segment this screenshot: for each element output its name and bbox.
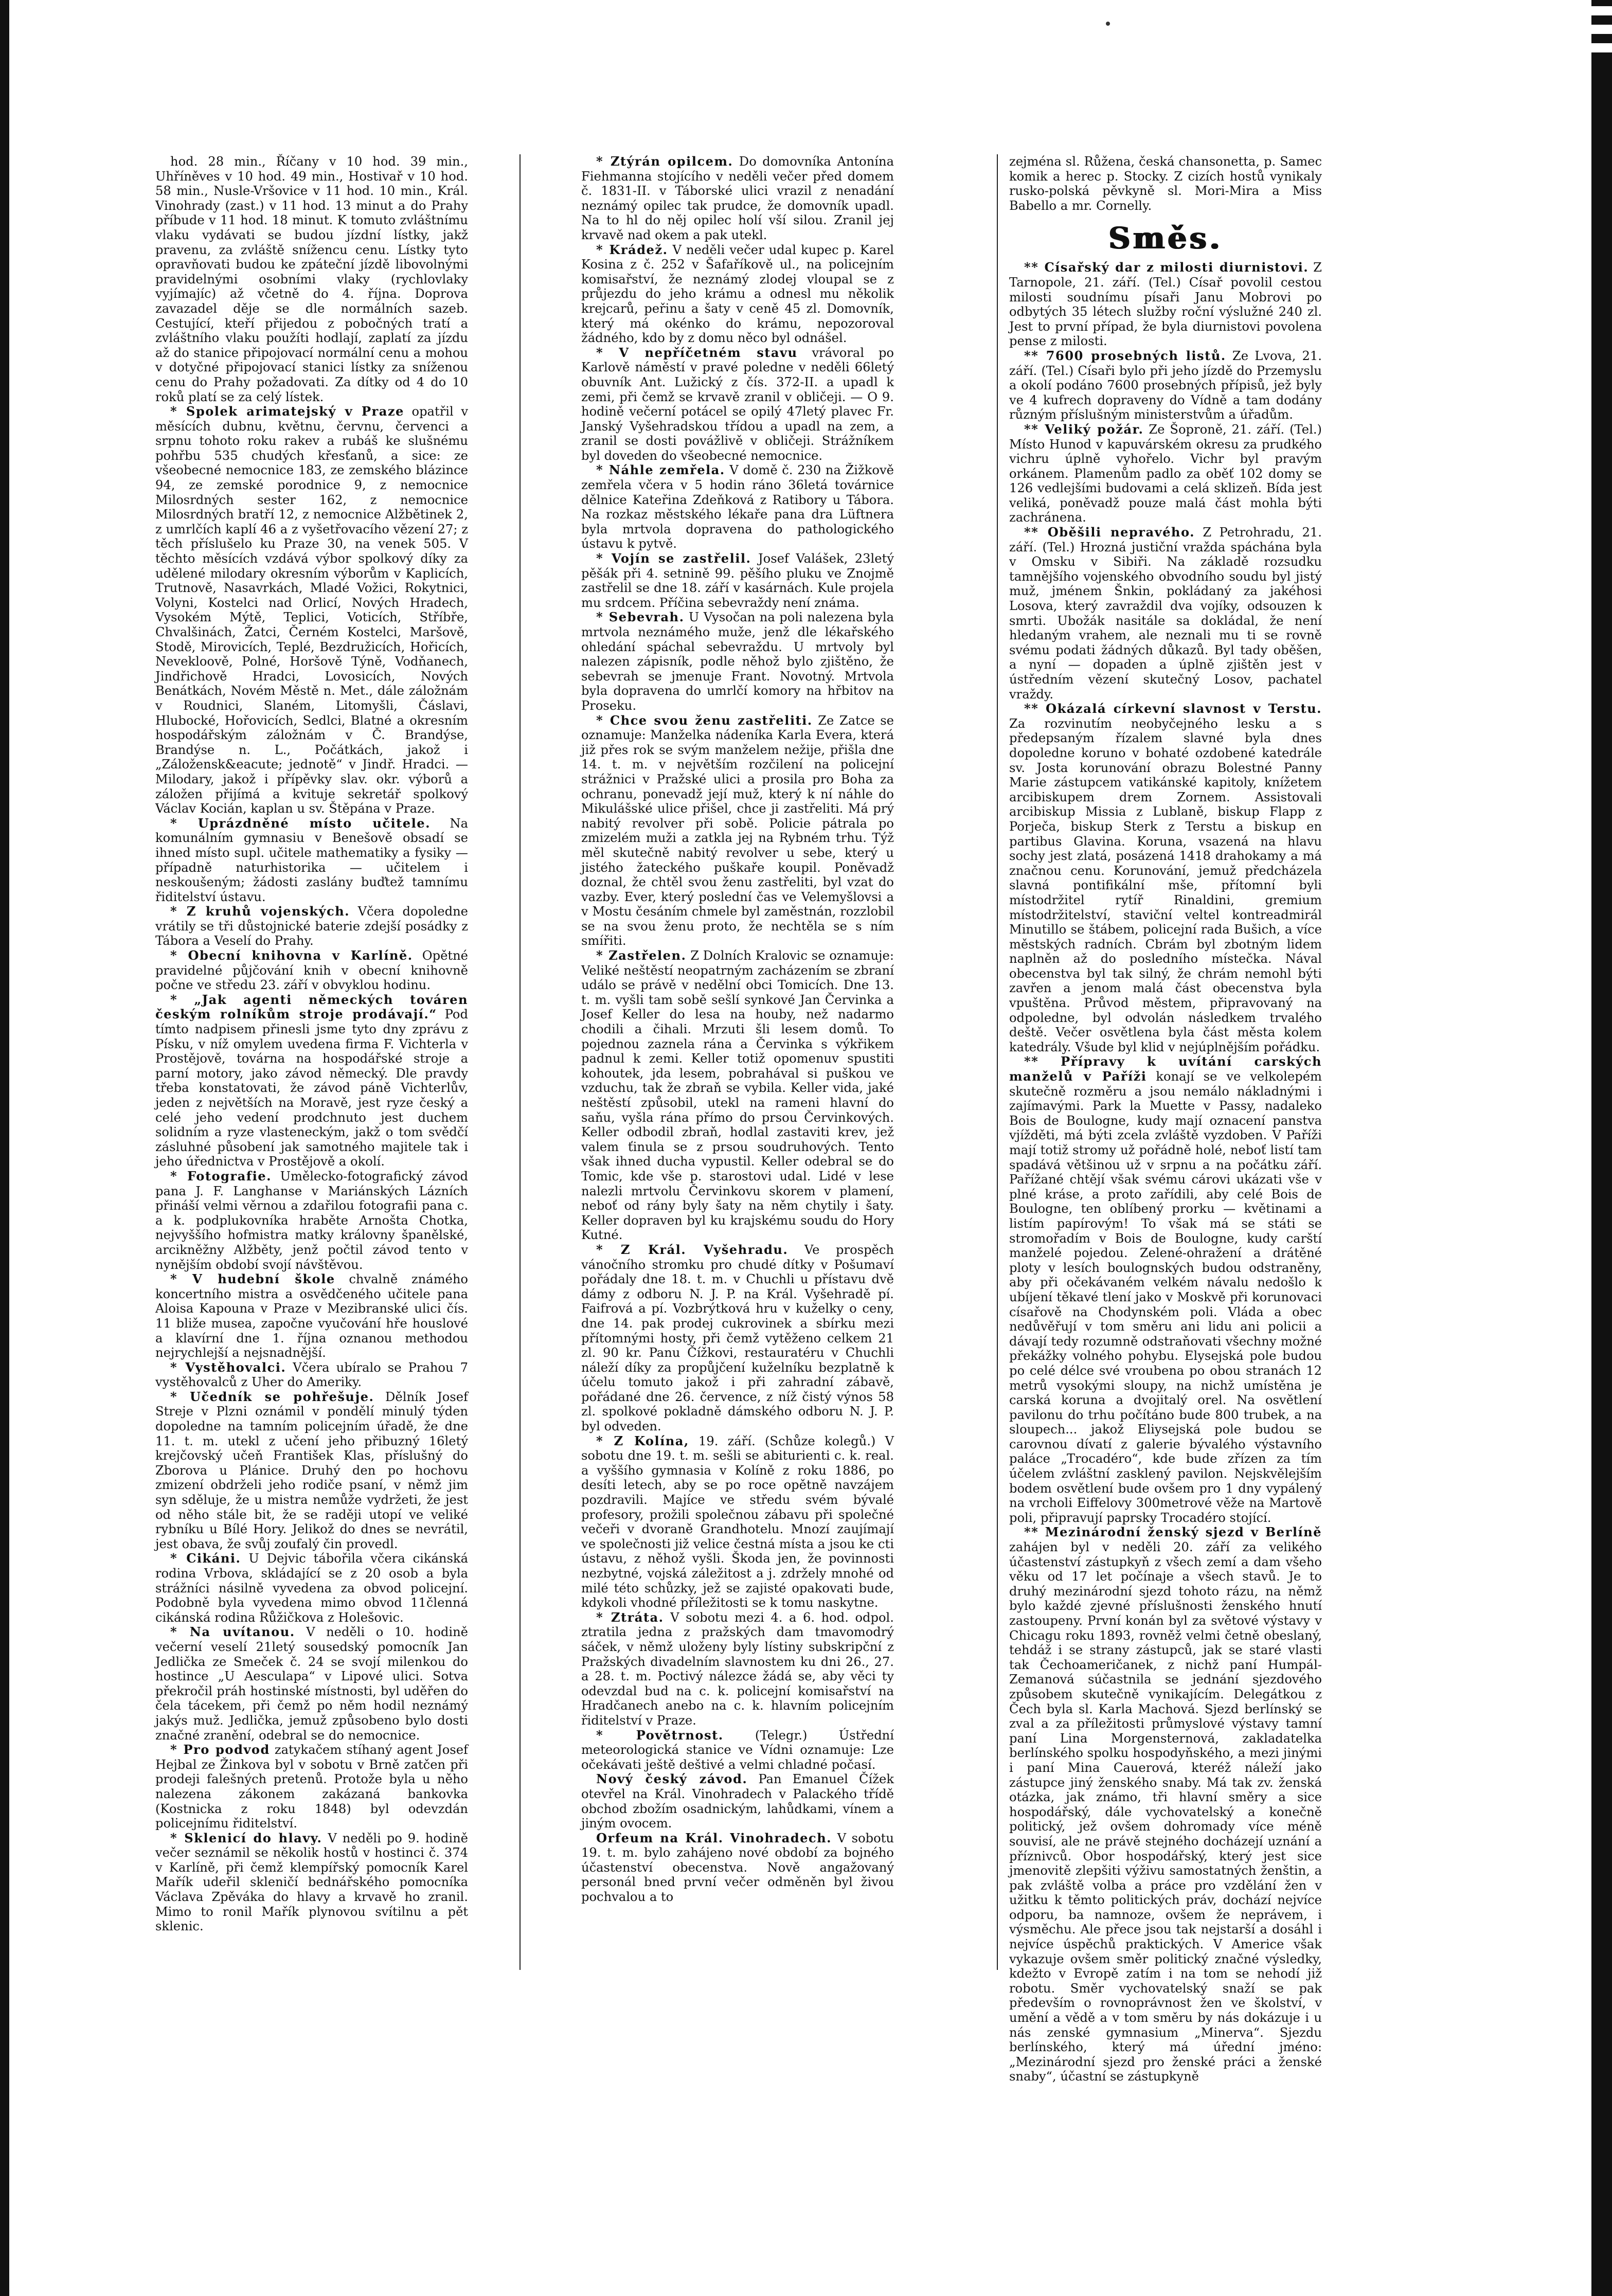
news-item-heading: * Pro podvod: [170, 1742, 270, 1757]
news-item: [155, 948, 468, 993]
news-item: [581, 463, 894, 551]
news-item-heading: * Uprázdněné místo učitele.: [170, 815, 431, 831]
news-item: [581, 243, 894, 346]
news-item-heading: * Spolek arimatejský v Praze: [170, 404, 404, 419]
film-notch: [1591, 25, 1612, 34]
news-item: [1009, 422, 1322, 525]
news-item-text: Josef Valášek, 23letý pěšák při 4. setnině 99. pěšího pluku ve Znojmě zastřelil se dne 18. září v kasárnách. Kule projela mu srdcem. Příčina sebevraždy není známa.: [581, 551, 894, 610]
film-notch: [1591, 43, 1612, 52]
news-item: [581, 713, 894, 949]
news-item-heading: * Ztýrán opilcem.: [596, 154, 733, 169]
news-item-text: U Vysočan na poli nalezena byla mrtvola neznámého muže, jenž dle lékařského ohledání spáchal sebevraždu. U mrtvoly byl nalezen zápisník, podle něhož bylo zjištěno, že sebevrah se jmenuje Frant. Novotný. Mrtvola byla dopravena do umrlčí komory na hřbitov na Proseku.: [581, 610, 894, 713]
news-item: [581, 948, 894, 1243]
news-item-text: Včera ubíralo se Prahou 7 vystěhovalců z Uher do Ameriky.: [155, 1360, 468, 1390]
news-item-text: Za rozvinutím neobyčejného lesku a s předepsaným řízalem slavné byla dnes dopoledne koruno v bohaté ozdobené katedrále sv. Josta korunování obrazu Bolestné Panny Marie zástupcem vatikánské kapitoly, knížetem arcibiskupem drem Zornem. Assistovali arcibiskup Missia z Lublaně, biskup Flapp z Porječa, biskup Sterk z Terstu a biskup en partibus Glavina. Koruna, vsazená na hlavu sochy jest zlatá, posázená 1418 drahokamy a má značnou cenu. Korunování, jemuž předcházela slavná pontifikální mše, přítomní byli místodržitel rytíř Rinaldini, gremium místodržitelství, staviční veltel kontreadmirál Minutillo se štábem, policejní rada Bušich, a více městských radních. Cbrám byl zbotným lidem naplněn až do posledního místečka. Nával obecenstva byl tak silný, že chrám nemohl býti zavřen a jenom malá část obecenstva byla vpuštěna. Průvod městem, připravovaný na odpoledne, byl odvolán následkem trvalého deště. Večer osvětlena byla část města kolem katedrály. Všude byl klid v nejúplnějším pořádku.: [1009, 716, 1322, 1054]
news-item: [155, 1743, 468, 1831]
news-item: [581, 346, 894, 463]
news-item: [155, 1272, 468, 1360]
news-item-text: Pan Emanuel Čížek otevřel na Král. Vinohradech v Palackého třídě obchod zbožím osadnickým, lahůdkami, vínem a jiným ovocem.: [581, 1772, 894, 1831]
news-item-heading: * Náhle zemřela.: [596, 462, 725, 478]
news-item-text: Na komunálním gymnasiu v Benešově obsadí se ihned místo supl. učitele mathematiky a fysiky — případně naturhistorika — učitelem i neskoušeným; žádosti zaslány buďtež tamnímu řiditelství ústavu.: [155, 816, 468, 904]
news-item-heading: * Vojín se zastřelil.: [596, 551, 751, 566]
news-item-heading: ** Přípravy k uvítání carských manželů v Paříži: [1009, 1054, 1322, 1084]
news-item-heading: * Z Král. Vyšehradu.: [596, 1242, 789, 1257]
news-item-heading: Orfeum na Král. Vinohradech.: [596, 1830, 832, 1845]
news-item-heading: * Fotografie.: [170, 1168, 272, 1183]
news-item-text: hod. 28 min., Říčany v 10 hod. 39 min., Uhříněves v 10 hod. 49 min., Hostivař v 10 hod. 58 min., Nusle-Vršovice v 11 hod. 10 min., Král. Vinohrady (zast.) v 11 hod. 13 minut a do Prahy příbude v 11 hod. 18 minut. K tomuto zvláštnímu vlaku vydávati se budou jízdní lístky, jakž pravenu, za zvláště snížencu cenu. Lístky tyto opravňovati budou ke zpáteční jízdě libovolnými pravidelnými osobními vlaky (rychlovlaky vyjímajíc) až včetně do 4. října. Doprova zavazadel děje se dle normálních sazeb. Cestující, kteří přijedou z pobočných tratí a zvláštního vlaku použíti hodlají, zaplatí za jízdu až do stanice připojovací normální cenu a mohou v dotyčné připojovací stanici lístky za sníženou cenu do Prahy požadovati. Za dítky od 4 do 10 roků platí se za celý lístek.: [155, 154, 468, 404]
news-item: [581, 610, 894, 713]
news-item-text: V sobotu mezi 4. a 6. hod. odpol. ztratila jedna z pražských dam tmavomodrý sáček, v němž uloženy byly lístiny subskripční z Pražských divadelním slavnostem ku dni 26., 27. a 28. t. m. Poctivý nálezce žádá se, aby věci ty odevzdal bud na c. k. policejní komisařství na Hradčanech anebo na c. k. hlavním policejním řiditelství v Praze.: [581, 1610, 894, 1728]
news-item-heading: * Na uvítanou.: [170, 1624, 295, 1640]
news-item-heading: * Z kruhů vojenských.: [170, 904, 350, 919]
news-column-3: [1009, 154, 1322, 2084]
news-item-text: Ze Zatce se oznamuje: Manželka nádeníka Karla Evera, která již přes rok se svým manželem nežije, přišla dne 14. t. m. v největším rozčilení na policejní strážnici v Pražské ulici a prosila pro Boha za ochranu, ponevadž její muž, který k ní náhle do Mikulášské ulice přišel, chce ji zastřeliti. Má prý nabitý revolver při sobě. Policie pátrala po zmizelém muži a zatkla jej na Rybném trhu. Týž měl skutečně nabitý revolver u sebe, který u jistého žateckého puškaře koupil. Poněvadž doznal, že chtěl svou ženu zastřeliti, byl vzat do vazby. Ever, který poslední čas ve Velemyšlovsi a v Mostu česáním chmele byl zaměstnán, rozzlobil se na svou ženu proto, že nechtěla se s ním smířiti.: [581, 713, 894, 948]
news-item: [1009, 260, 1322, 349]
news-item-text: V domě č. 230 na Žižkově zemřela včera v 5 hodin ráno 36letá továrnice dělnice Kateřina Zdeňková z Ratibory u Tábora. Na rozkaz městského lékaře pana dra Lüftnera byla mrtvola dopravena do pathologického ústavu k pytvě.: [581, 463, 894, 551]
news-item-text: (Telegr.) Ústřední meteorologická stanice ve Vídni oznamuje: Lze očekávati ještě deštivé a velmi chladné počasí.: [581, 1728, 894, 1772]
news-item-heading: * Povětrnost.: [596, 1727, 724, 1743]
news-item: [155, 816, 468, 905]
news-item: [155, 1625, 468, 1743]
news-item: [155, 404, 468, 816]
news-item: [1009, 1525, 1322, 2084]
news-item-text: Umělecko-fotografický závod pana J. F. Langhanse v Mariánských Lázních přináší velmi věrnou a zdařilou fotografii pana c. a k. podplukovníka hraběte Arnošta Chotka, nejvyššího hofmistra matky královny španělské, arcikněžny Alžběty, jenž počtil závod tento v nynějším období svojí návštěvou.: [155, 1169, 468, 1272]
news-item-text: chvalně známého koncertního mistra a osvědčeného učitele pana Aloisa Kapouna v Praze v Mezibranské ulici čís. 11 bliže musea, započne vyučování hře houslové a klavírní dne 1. října oznanou methodou nejrychlejší a nejsnadnější.: [155, 1272, 468, 1360]
news-item-heading: ** Okázalá církevní slavnost v Terstu.: [1024, 701, 1322, 716]
news-item-heading: ** Oběšili nepravého.: [1024, 525, 1195, 540]
news-item-heading: * Sebevrah.: [596, 609, 685, 625]
column-3-intro: zejména sl. Růžena, česká chansonetta, p. Samec komik a herec p. Stocky. Z cizích hostů vynikaly rusko-polská pěvkyně sl. Mori-Mira a Miss Babello a mr. Cornelly.: [1009, 154, 1322, 213]
news-item: [581, 1434, 894, 1610]
news-item: [581, 154, 894, 243]
news-item-text: Ze Lvova, 21. září. (Tel.) Císaři bylo při jeho jízdě do Przemyslu a okolí podáno 7600 prosebných přípisů, jež byly ve 4 kufrech dopraveny do Vídně a tam dodány různým příslušným ministerstvům a úřadům.: [1009, 348, 1322, 422]
news-item: [155, 1390, 468, 1552]
news-item-text: Ve prospěch vánočního stromku pro chudé dítky v Pošumaví pořádaly dne 18. t. m. v Chuchli u přístavu dvě dámy z odboru N. J. P. na Král. Vyšehradě pí. Faifrová a pí. Vozbrýtková hru v kuželky o ceny, dne 14. pak prodej cukrovinek a sbírku mezi přítomnými hosty, při čemž vytěženo celkem 21 zl. 90 kr. Panu Čížkovi, restauratéru v Chuchli náleží díky za propůjčení kuželníku bezplatně k účelu tomuto jakož i při zahradní zábavě, pořádané dne 26. července, z níž čistý výnos 58 zl. spolkové pokladně dámského odboru N. J. P. byl odveden.: [581, 1242, 894, 1434]
news-item-text: V neděli po 9. hodině večer seznámil se několik hostů v hostinci č. 374 v Karlíně, při čemž klempířský pomocník Karel Mařík udeřil skleničí bednářského pomocníka Václava Zpěváka do hlavy a krvavě ho zranil. Mimo to ronil Mařík plynovou svítilnu a pět sklenic.: [155, 1831, 468, 1934]
news-item-heading: * Z Kolína,: [596, 1433, 689, 1448]
news-item-text: U Dejvic tábořila včera cikánská rodina Vrbova, skládající se z 20 osob a byla strážníci násilně vyvedena za obvod policejní. Podobně byla vyvedena mimo obvod 11členná cikánská rodina Růžičkova z Holešovic.: [155, 1551, 468, 1625]
news-item: [155, 1551, 468, 1625]
news-item: [155, 1831, 468, 1934]
news-item: [155, 1360, 468, 1390]
news-item: [155, 1169, 468, 1272]
news-item: [581, 1831, 894, 1905]
column-rule: [997, 154, 998, 1970]
news-item-heading: * Ztráta.: [596, 1609, 664, 1625]
news-item: [155, 154, 468, 404]
news-item-text: Z Tarnopole, 21. září. (Tel.) Císař povolil cestou milosti soudnímu písaři Janu Mobrovi po odbytých 35 létech služby roční výslužné 240 zl. Jest to první případ, že byla diurnistovi povolena pense z milosti.: [1009, 260, 1322, 349]
scan-border-left: [0, 0, 9, 2296]
news-item-heading: * Učedník se pohřešuje.: [170, 1389, 374, 1404]
news-item: [1009, 349, 1322, 422]
news-item-heading: * Chce svou ženu zastřeliti.: [596, 712, 813, 728]
news-item-heading: ** Mezinárodní ženský sjezd v Berlíně: [1024, 1524, 1322, 1540]
news-item-text: Ze Šoproně, 21. září. (Tel.) Místo Hunod v kapuvárském okresu za prudkého vichru úplně vyhořelo. Vichr byl pravým orkánem. Plamenům padlo za oběť 102 domy se 126 vedlejšími budovami a celá sklizeň. Bída jest veliká, poněvadž pouze malá část mohla býti zachránena.: [1009, 422, 1322, 525]
news-item-heading: ** Císařský dar z milosti diurnistovi.: [1024, 260, 1309, 275]
news-item-text: Dělník Josef Streje v Plzni oznámil v pondělí minulý týden dopoledne na tamním policejním úřadě, že dne 11. t. m. utekl z učení jeho přibuzný 16letý krejčovský učeň František Klas, příslušný do Zborova u Plánice. Druhý den po hochovu zmizení obdrželi jeho rodiče psaní, v němž jim syn sděluje, že u mistra nemůže vydržeti, že jest od něho stále bit, že se raději utopí ve veliké rybníku u Bílé Hory. Jelikož do dnes se nevrátil, jest obava, že svůj zoufalý čin provedl.: [155, 1389, 468, 1551]
news-item: [1009, 525, 1322, 702]
scan-border-right: [1591, 0, 1612, 2296]
news-item-heading: * Vystěhovalci.: [170, 1359, 286, 1375]
news-item-text: Pod tímto nadpisem přinesli jsme tyto dny zprávu z Písku, v níž omylem uvedena firma F. Vichterla v Prostějově, továrna na hospodářské stroje a parní motory, jako závod německý. Dle pravdy třeba konstatovati, že závod páně Vichterlův, jeden z největších na Moravě, jest ryze český a celé jeho vedení prodchnuto jest duchem solidním a ryze vlasteneckým, jakž o tom svědčí zásluhné působení jak samotného majitele tak i jeho úřednictva v Prostějově a okolí.: [155, 1007, 468, 1169]
news-item: [1009, 1054, 1322, 1525]
news-item-heading: Nový český závod.: [596, 1771, 748, 1787]
news-item-heading: * Zastřelen.: [596, 948, 687, 963]
news-item: [581, 1610, 894, 1728]
news-item-heading: * „Jak agenti německých továren českým rolníkům stroje prodávají.“: [155, 992, 468, 1022]
news-item: [581, 551, 894, 610]
news-item-text: Opětné pravidelné půjčování knih v obecní knihovně počne ve středu 23. září v obvyklou hodinu.: [155, 948, 468, 993]
news-item-heading: * Cikáni.: [170, 1551, 241, 1566]
news-item-heading: * Sklenicí do hlavy.: [170, 1830, 323, 1845]
scan-speck: [1106, 22, 1110, 26]
news-item: [581, 1243, 894, 1434]
news-item-heading: * Krádež.: [596, 242, 668, 257]
news-item-text: konají se ve velkolepém skutečně rozměru a jsou nemálo nákladnými i zajímavými. Park la Muette v Passy, nadaleko Bois de Boulogne, kudy mají oznacení panstva vjížděti, má býti zcela zvláště vyzdoben. V Paříži mají totiž stromy už pořádně holé, neboť listí tam spadává většinou už v srpnu a na počátku září. Pařížané chtějí však svému cárovi ukázati vše v plné kráse, a proto zařídili, aby celé Bois de Boulogne, ten oblíbený prorku — květinami a listím papírovým! To však má se státi se stromořadím v Bois de Boulogne, kudy carští manželé pojedou. Zelené-ohražení a drátěné ploty v lesích boulognských budou odstraněny, aby při očekávaném velkém návalu nedošlo k ubíjení těkavé tlení jako v Moskvě při korunovaci císařově na Chodynském poli. Vláda a obec nedůvěřují v tom směru ani lidu ani policii a dávají tedy rozumně odstraňovati všechny možné překážky volného pohybu. Elysejská pole budou po celé délce své vroubena po obou stranách 12 metrů vysokými sloupy, na nichž umístěna je carská koruna a dvojitalý orel. Na osvětlení pavilonu do trhu počítáno bude 800 trubek, a na sloupech... jakož Eliysejská pole budou se carovnou dívatí z galerie bývalého výstavního paláce „Trocadéro“, kde bude zřízen za tím účelem zvláštní zasklený pavilon. Nejskvělejším bodem osvětlení bude ovšem pro 1 dny vypálený na vrcholi Eiffelovy 300metrové věže na Martově poli, připravují paprsky Trocadéro stojící.: [1009, 1069, 1322, 1525]
news-column-2: [581, 154, 894, 2026]
news-item-heading: ** 7600 prosebných listů.: [1024, 348, 1226, 363]
news-item: [155, 904, 468, 948]
news-item-text: 19. září. (Schůze kolegů.) V sobotu dne 19. t. m. sešli se abiturienti c. k. real. a vyššího gymnasia v Kolíně z roku 1886, po desíti letech, aby se po roce opětně navzájem pozdravili. Majíce ve středu svém bývalé profesory, prožili společnou zábavu při společné večeři v dvoraně Grandhotelu. Mnozí zaujímají ve společnosti již velice čestná místa a jsou ke cti ústavu, z něhož vyšli. Škoda jen, že povinnosti nezbytné, vojská záležitost a j. zdržely mnohé od milé této schůzky, jež se zajisté opakovati bude, kdykoli vhodné příležitosti se k tomu naskytne.: [581, 1433, 894, 1610]
column-rule: [520, 154, 521, 1970]
news-item-text: V sobotu 19. t. m. bylo zahájeno nové období za bojného účastenství obecenstva. Nově angažovaný personál bned první večer odměněn byl živou pochvalou a to: [581, 1831, 894, 1905]
news-item-heading: * V nepříčetném stavu: [596, 345, 798, 360]
news-item-heading: ** Veliký požár.: [1024, 421, 1144, 437]
news-item-text: Včera dopoledne vrátily se tři důstojnické baterie zdejší posádky z Tábora a Veselí do Prahy.: [155, 904, 468, 948]
news-item: [155, 993, 468, 1169]
film-notch: [1591, 6, 1612, 15]
section-title-smes: Směs.: [1108, 221, 1223, 256]
news-item: [1009, 702, 1322, 1054]
news-item: [581, 1772, 894, 1831]
news-item-text: zahájen byl v neděli 20. září za velikého účastenství zástupkyň z všech zemí a dam všeho věku od 17 let počínaje a všech stavů. Je to druhý mezinárodní sjezd tohoto rázu, na němž bylo každé zjevné příslušnosti ženského hnutí zastoupeny. První konán byl za světové výstavy v Chicagu roku 1893, rovněž velmi četně obeslaný, tehdáž i se strany zástupců, jak se staré vlasti tak Čechoameričanek, z nichž paní Humpál-Zemanová súčastnila se jednání sjezdového způsobem skutečně vynikajícím. Delegátkou z Čech byla sl. Karla Machová. Sjezd berlínský se zval a za příležitosti průmyslové výstavy tamní paní Lina Morgensternová, zakladatelka berlínského spolku hospodyňského, a mezi jinými i paní Mina Cauerová, kteréž náleží jako zástupce jiný ženského snaby. Má tak zv. ženská otázka, jak známo, tři hlavní směry a sice hospodářský, dále vychovatelský a konečně politický, jež ovšem dohromady více méně souvisí, ale ne právě stejného docházejí uznání a příznivců. Obor hospodářský, který jest sice jmenovitě zlepšiti výživu samostatných ženštin, a pak zvláště volba a práce pro vzdělání žen v užitku k těmto politických práv, dochází nejvíce odporu, ba namnoze, ovšem že neprávem, i výsměchu. Ale přece jsou tak nejstarší a dosáhl i nejvíce úspěchů praktických. V Americe však vykazuje ovšem směr politický značné výsledky, kdežto v Evropě zatím i na tom se nehodí již robotu. Směr vychovatelský snaží se pak především o rovnoprávnost žen ve školství, v umění a vědě a v tom směru by nás dokázuje i u nás zenské gymnasium „Minerva“. Sjezdu berlínského, který má úřední jméno: „Mezinárodní sjezd pro ženské práci a ženské snaby“, účastní se zástupkyně: [1009, 1540, 1322, 2084]
news-item-text: zatykačem stíhaný agent Josef Hejbal ze Žinkova byl v sobotu v Brně zatčen při prodeji falešných pretenů. Protože byla u něho nalezena zákonem zakázaná bankovka (Kostnicka z roku 1848) byl odevzdán policejnímu řiditelství.: [155, 1743, 468, 1831]
news-item: [581, 1728, 894, 1772]
news-item-text: vrávoral po Karlově náměstí v pravé poledne v neděli 66letý obuvník Ant. Lužický z čís. 372-II. a upadl k zemi, při čemž se krvavě zranil v obličeji. — O 9. hodině večerní potácel se opilý 47letý plavec Fr. Janský Vyšehradskou třídou a upadl na zem, a zranil se dosti povážlivě v obličeji. Strážníkem byl doveden do všeobecné nemocnice.: [581, 345, 894, 463]
news-item-text: opatřil v měsících dubnu, květnu, červnu, červenci a srpnu tohoto roku rakev a rubáš ke slušnému pohřbu 535 chudých křesťanů, a sice: ze všeobecné nemocnice 183, ze zemského blázince 94, ze zemské porodnice 9, z nemocnice Milosrdných sester 162, z nemocnice Milosrdných bratří 12, z nemocnice Alžbětinek 2, z umrlčích kaplí 46 a z vyšetřovacího vězení 27; z těch příslušelo ku Praze 30, na venek 505. V těchto měsících vzdává výbor spolkový díky za udělené milodary okresním výborům v Kaplicích, Trutnově, Nasavrkách, Mladé Vožici, Rokytnici, Volyni, Kostelci nad Orlicí, Nových Hradech, Vysokém Mýtě, Teplici, Voticích, Stříbře, Chvalšinách, Žatci, Černém Kostelci, Maršově, Stodě, Mirovicích, Teplé, Bezdružicích, Hořicích, Nevekloově, Polné, Horšově Týně, Vodňanech, Jindřichově Hradci, Lovosicích, Nových Benátkách, Novém Městě n. Met., dále záložnám v Roudnici, Slaném, Litomyšli, Čáslavi, Hlubocké, Hořovicích, Sedlci, Blatné a okresním hospodářským záložnám v Č. Brandýse, Brandýse n. L., Počátkách, jakož i „Záložensk&eacute; jednotě“ v Jindř. Hradci. — Milodary, jakož i přípěvky slav. okr. výborů a záložen přijímá a kvituje sekretář spolkový Václav Kocián, kaplan u sv. Štěpána v Praze.: [155, 404, 468, 816]
news-item-heading: * V hudební škole: [170, 1271, 335, 1287]
news-item-text: Z Petrohradu, 21. září. (Tel.) Hrozná justiční vražda spáchána byla v Omsku v Sibiři. Na základě rozsudku tamnějšího vojenského obvodního soudu byl jistý muž, jménem Šnkin, pokládaný za jakéhosi Losova, který zavraždil dva vojíky, odsouzen k smrti. Ubožák nasitále sa dokládal, že není hledaným vrahem, ale neznali mu ti se rovně svému podati žádných důkazů. Byl tady oběšen, a nyní — dopaden a úplně zjištěn jest v ústředním vězení skutečný Losov, pachatel vraždy.: [1009, 525, 1322, 702]
news-item-text: Do domovníka Antonína Fiehmanna stojícího v neděli večer před domem č. 1831-II. v Táborské ulici vrazil z nenadání neznámý opilec tak prudce, že domovník upadl. Na to hl do něj opilec holí vší silou. Zranil jej krvavě nad okem a pak utekl.: [581, 154, 894, 242]
news-item-heading: * Obecní knihovna v Karlíně.: [170, 948, 413, 963]
news-column-1: [155, 154, 468, 2026]
news-item-text: Z Dolních Kralovic se oznamuje: Veliké neštěstí neopatrným zacházením se zbraní událo se právě v nedělní obci Tomicích. Dne 13. t. m. vyšli tam sobě sešlí synkové Jan Červinka a Josef Keller do lesa na houby, než nadarmo chodili a čihali. Mrzuti šli lesem domů. To pojednou zaznela rána a Červinka s výkřikem padnul k zemi. Keller totiž opomenuv spustiti kohoutek, jda lesem, pobrahával si puškou ve vzduchu, tak že zbraň se vybila. Keller vida, jaké neštěstí způsobil, utekl na rameni hlavní do saňu, vyšla rána přímo do prsou Červinkových. Keller odbodil zbraň, hodlal zastaviti krev, jež valem ťinula se z prsou soudruhových. Tento však ihned ducha vypustil. Keller odebral se do Tomic, kde vše p. starostovi udal. Lidé v lese nalezli mrtvolu Červinkovu skorem v plamení, neboť od rány byly šaty na něm chytily i šaty. Keller dopraven byl ku krajskému soudu do Hory Kutné.: [581, 948, 894, 1243]
news-item-text: V neděli o 10. hodině večerní veselí 21letý sousedský pomocník Jan Jedlička ze Smeček č. 24 se svojí milenkou do hostince „U Aesculapa“ v Lipové ulici. Sotva překročil práh hostinské místnosti, byl uděřen do čela tácekem, při čemž po něm hodil neznámý jakýs muž. Jedlička, jemuž způsobeno bylo dosti značné zranění, odebral se do nemocnice.: [155, 1625, 468, 1743]
news-item-text: V neděli večer udal kupec p. Karel Kosina z č. 252 v Šafaříkově ul., na policejním komisařství, že neznámý zlodej vloupal se z průjezdu do jeho krámu a odnesl mu několik krejcarů, peřinu a šaty v ceně 45 zl. Domovník, který má okénko do krámu, nepozoroval žádného, kdo by z domu něco byl odnášel.: [581, 242, 894, 346]
